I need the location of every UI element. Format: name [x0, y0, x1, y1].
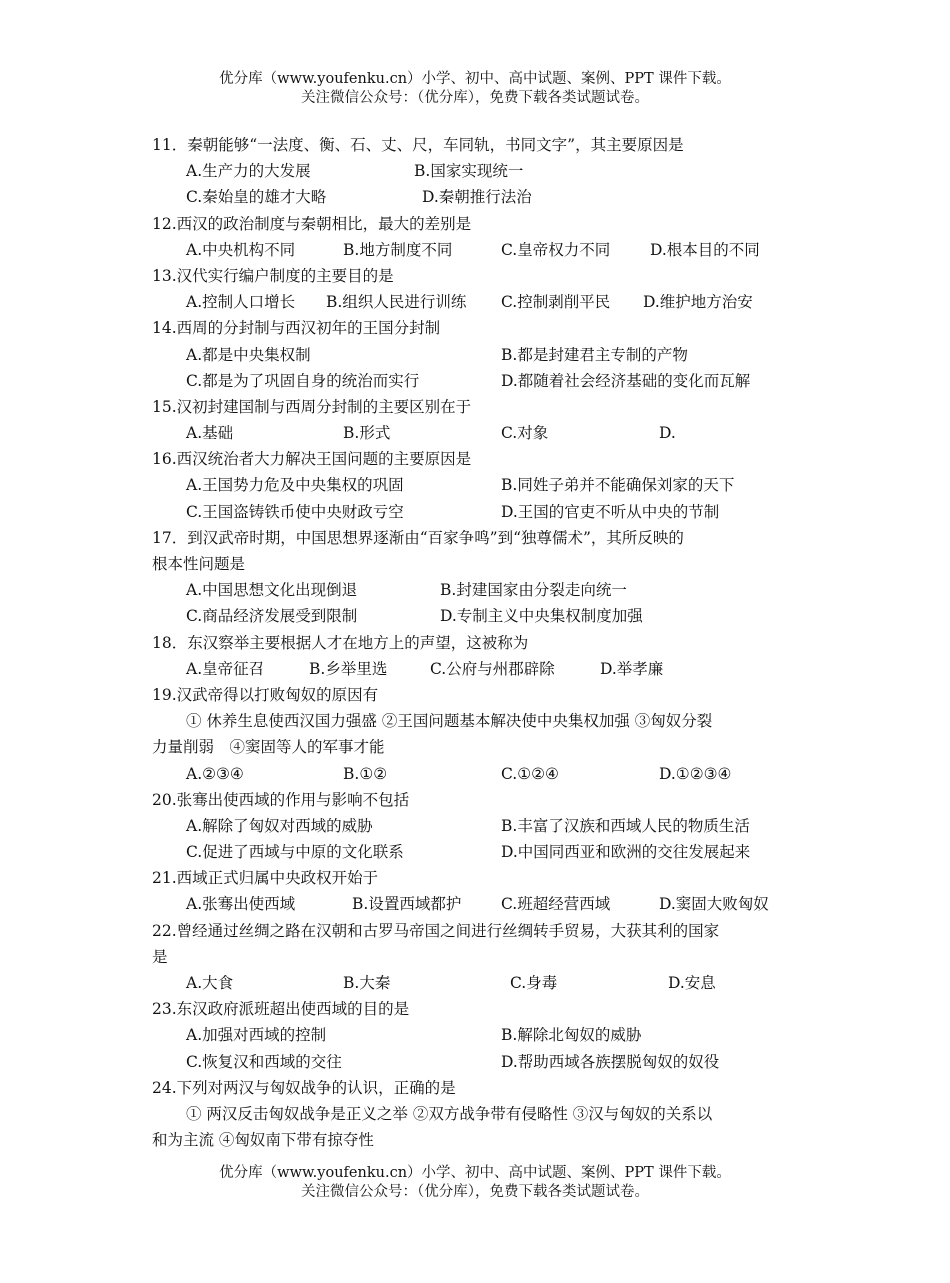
question-14-options-row1	[152, 342, 802, 368]
question-20-options-row1	[152, 813, 802, 839]
question-17-options-row1	[152, 577, 802, 603]
question-list	[152, 132, 802, 1153]
question-24-statements: ① 两汉反击匈奴战争是正义之举 ②双方战争带有侵略性 ③汉与匈奴的关系以	[186, 1104, 713, 1123]
question-19-statements: ① 休养生息使西汉国力强盛 ②王国问题基本解决使中央集权加强 ③匈奴分裂	[186, 712, 713, 731]
option-b: B.解除北匈奴的威胁	[501, 1026, 642, 1045]
question-16-stem: 16.西汉统治者大力解决王国问题的主要原因是	[152, 450, 472, 469]
option-d: D.举孝廉	[600, 659, 664, 678]
option-b: B.组织人民进行训练	[326, 293, 467, 312]
option-c: C.控制剥削平民	[501, 293, 611, 312]
page-footer	[0, 1164, 950, 1202]
option-c: C.①②④	[501, 764, 559, 783]
page-header	[0, 70, 950, 108]
option-a: A.解除了匈奴对西域的威胁	[186, 816, 373, 835]
option-c: C.都是为了巩固自身的统治而实行	[186, 371, 420, 390]
option-a: A.都是中央集权制	[186, 345, 311, 364]
option-d: D.王国的官吏不听从中央的节制	[501, 502, 720, 521]
option-b: B.乡举里选	[309, 659, 388, 678]
option-b: B.地方制度不同	[343, 240, 453, 259]
option-c: C.公府与州郡辟除	[430, 659, 555, 678]
question-16-options-row2	[152, 499, 802, 525]
question-23-stem: 23.东汉政府派班超出使西域的目的是	[152, 1000, 410, 1019]
option-b: B.国家实现统一	[414, 162, 524, 181]
option-b: B.①②	[343, 764, 388, 783]
question-15-options	[152, 420, 802, 446]
question-19-options	[152, 761, 802, 787]
option-d: D.都随着社会经济基础的变化而瓦解	[501, 371, 751, 390]
question-13-options	[152, 289, 802, 315]
question-24-stem: 24.下列对两汉与匈奴战争的认识，正确的是	[152, 1078, 456, 1097]
option-b: B.丰富了汉族和西域人民的物质生活	[501, 816, 750, 835]
option-a: A.②③④	[186, 764, 244, 783]
option-a: A.王国势力危及中央集权的巩固	[186, 476, 404, 495]
question-22-options	[152, 970, 802, 996]
option-d: D.中国同西亚和欧洲的交往发展起来	[501, 843, 751, 862]
question-22-stem: 22.曾经通过丝绸之路在汉朝和古罗马帝国之间进行丝绸转手贸易，大获其利的国家	[152, 921, 720, 940]
option-b: B.同姓子弟并不能确保刘家的天下	[501, 476, 735, 495]
option-a: A.大食	[186, 974, 234, 992]
question-19-stem: 19.汉武帝得以打败匈奴的原因有	[152, 685, 379, 704]
question-12-stem: 12.西汉的政治制度与秦朝相比，最大的差别是	[152, 214, 472, 233]
question-18-stem: 18．东汉察举主要根据人才在地方上的声望，这被称为	[152, 633, 529, 652]
footer-line-1: 优分库（www.youfenku.cn）小学、初中、高中试题、案例、PPT 课件下载。	[219, 1165, 731, 1181]
option-a: A.控制人口增长	[186, 293, 296, 312]
option-a: A.皇帝征召	[186, 659, 265, 678]
option-a: A.中国思想文化出现倒退	[186, 581, 358, 600]
option-c: C.对象	[501, 424, 549, 443]
option-d: D.	[659, 424, 676, 443]
question-17-stem-cont: 根本性问题是	[152, 555, 246, 573]
header-line-1: 优分库（www.youfenku.cn）小学、初中、高中试题、案例、PPT 课件下载。	[219, 71, 731, 87]
question-19-statements-cont: 力量削弱 ④窦固等人的军事才能	[152, 738, 385, 757]
option-b: B.形式	[343, 424, 391, 443]
question-11-options-row1	[152, 158, 802, 184]
question-14-options-row2	[152, 368, 802, 394]
question-15-stem: 15.汉初封建国制与西周分封制的主要区别在于	[152, 397, 472, 416]
option-a: A.张骞出使西域	[186, 895, 296, 914]
option-b: B.都是封建君主专制的产物	[501, 345, 688, 364]
option-d: D.专制主义中央集权制度加强	[440, 607, 643, 626]
option-b: B.大秦	[343, 974, 391, 992]
question-18-options	[152, 656, 802, 682]
option-b: B.封建国家由分裂走向统一	[440, 581, 627, 600]
question-16-options-row1	[152, 472, 802, 498]
question-20-options-row2	[152, 839, 802, 865]
option-d: D.窦固大败匈奴	[659, 895, 769, 914]
question-11-options-row2	[152, 184, 802, 210]
option-c: C.恢复汉和西域的交往	[186, 1052, 342, 1071]
option-a: A.基础	[186, 424, 234, 443]
option-c: C.商品经济发展受到限制	[186, 607, 358, 626]
question-11-stem: 11．秦朝能够“一法度、衡、石、丈、尺，车同轨，书同文字”，其主要原因是	[152, 136, 684, 154]
question-23-options-row1	[152, 1022, 802, 1048]
option-c: C.身毒	[510, 974, 558, 992]
question-21-stem: 21.西域正式归属中央政权开始于	[152, 869, 379, 888]
question-12-options	[152, 237, 802, 263]
question-23-options-row2	[152, 1049, 802, 1075]
question-13-stem: 13.汉代实行编户制度的主要目的是	[152, 266, 394, 285]
option-c: C.王国盗铸铁币使中央财政亏空	[186, 502, 404, 521]
question-21-options	[152, 891, 802, 917]
question-22-stem-cont: 是	[152, 947, 168, 966]
question-24-statements-cont: 和为主流 ④匈奴南下带有掠夺性	[152, 1131, 374, 1150]
option-d: D.帮助西域各族摆脱匈奴的奴役	[501, 1052, 720, 1071]
option-a: A.生产力的大发展	[186, 162, 311, 181]
option-d: D.根本目的不同	[650, 240, 760, 259]
option-c: C.皇帝权力不同	[501, 240, 611, 259]
option-c: C.促进了西域与中原的文化联系	[186, 843, 404, 862]
footer-line-2: 关注微信公众号：（优分库），免费下载各类试题试卷。	[301, 1184, 649, 1200]
option-d: D.维护地方治安	[643, 293, 753, 312]
option-d: D.①②③④	[659, 764, 732, 783]
question-17-options-row2	[152, 603, 802, 629]
question-20-stem: 20.张骞出使西域的作用与影响不包括	[152, 790, 410, 809]
option-d: D.秦朝推行法治	[422, 188, 532, 207]
option-a: A.中央机构不同	[186, 240, 296, 259]
option-b: B.设置西域都护	[352, 895, 462, 914]
question-14-stem: 14.西周的分封制与西汉初年的王国分封制	[152, 319, 441, 338]
question-17-stem: 17．到汉武帝时期，中国思想界逐渐由“百家争鸣”到“独尊儒术”，其所反映的	[152, 528, 684, 547]
option-d: D.安息	[668, 974, 716, 992]
header-line-2: 关注微信公众号：（优分库），免费下载各类试题试卷。	[301, 90, 649, 106]
option-a: A.加强对西域的控制	[186, 1026, 327, 1045]
option-c: C.秦始皇的雄才大略	[186, 188, 327, 207]
option-c: C.班超经营西域	[501, 895, 611, 914]
